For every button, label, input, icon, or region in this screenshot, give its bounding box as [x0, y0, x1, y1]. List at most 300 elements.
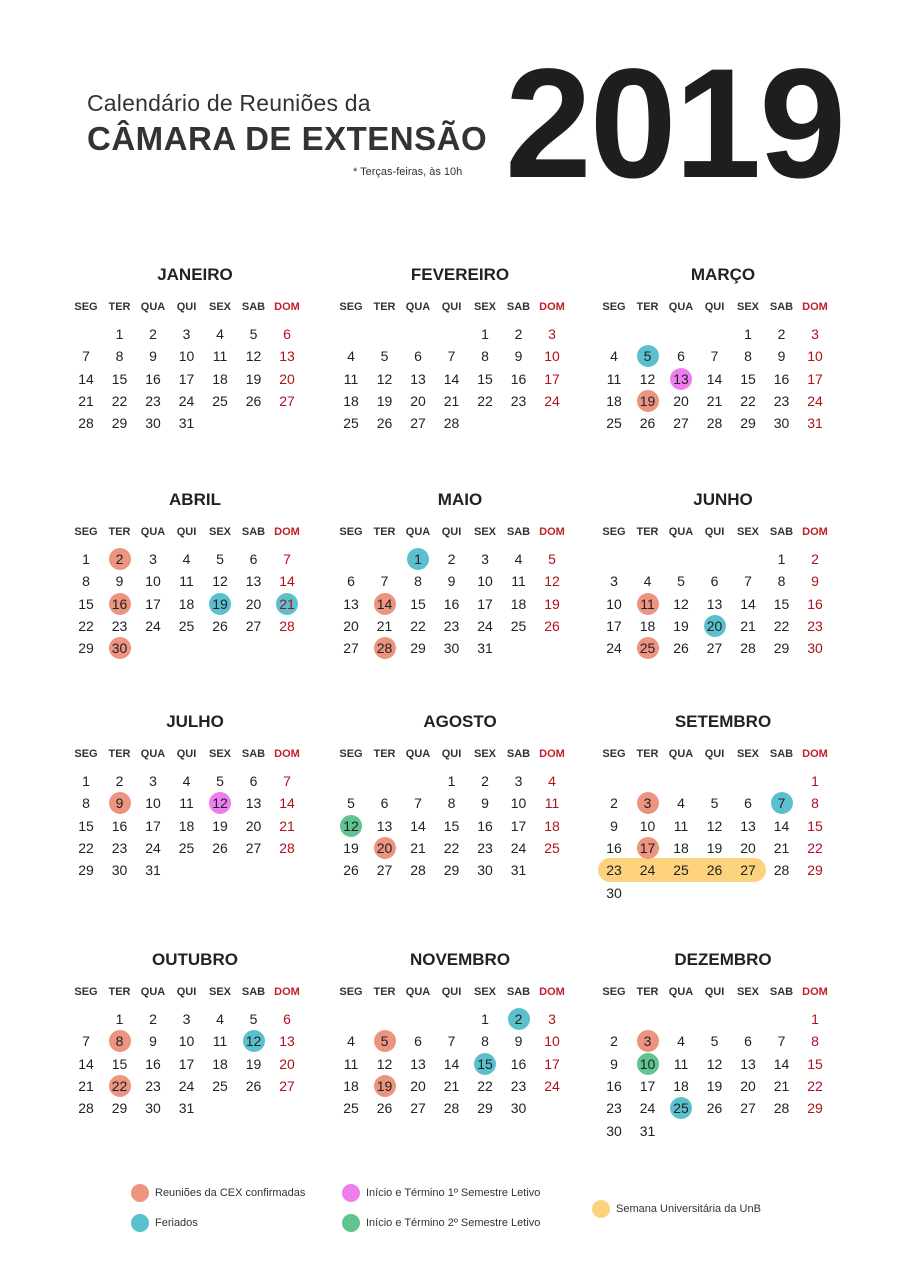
day-number: 2 [514, 1011, 523, 1027]
day-number: 21 [279, 817, 295, 834]
day-number: 14 [740, 595, 756, 612]
day-cell [104, 570, 136, 592]
day-number: 25 [212, 1077, 228, 1094]
day-cell [238, 1075, 270, 1097]
day-cell [632, 792, 664, 814]
day-cell [436, 570, 468, 592]
day-number: 12 [245, 348, 262, 365]
day-cell [665, 792, 697, 814]
day-cell [238, 1053, 270, 1075]
day-number: 31 [145, 862, 161, 879]
day-number: 12 [639, 370, 656, 387]
day-cell [238, 368, 270, 390]
day-cell [503, 815, 535, 837]
day-number: 21 [279, 595, 295, 612]
day-number: 26 [706, 1100, 723, 1117]
day-number: 20 [376, 839, 393, 856]
weekday-label: DOM [274, 748, 300, 760]
weekday-label: SEX [736, 986, 759, 998]
day-number: 14 [279, 795, 295, 812]
day-number: 24 [606, 640, 622, 657]
day-number: 12 [376, 370, 393, 387]
day-cell [238, 390, 270, 412]
day-cell [104, 1097, 136, 1119]
day-number: 4 [677, 795, 685, 812]
day-cell [171, 615, 203, 637]
day-number: 7 [777, 795, 786, 812]
day-cell [699, 570, 731, 592]
day-cell [402, 1030, 434, 1052]
month-name: DEZEMBRO [674, 950, 772, 969]
day-number: 11 [640, 595, 655, 612]
day-number: 29 [807, 862, 823, 879]
day-cell [799, 637, 831, 659]
day-cell [369, 815, 401, 837]
day-number: 29 [111, 1100, 128, 1117]
day-cell [271, 1008, 303, 1030]
day-cell [469, 792, 501, 814]
day-cell [335, 1030, 367, 1052]
day-cell [137, 345, 169, 367]
day-cell [503, 615, 535, 637]
day-number: 22 [410, 617, 426, 634]
month-11 [335, 950, 585, 1150]
day-number: 18 [639, 617, 656, 634]
legend-item-meeting [131, 1184, 305, 1202]
day-number: 5 [216, 773, 224, 789]
month-3 [598, 265, 848, 465]
day-cell [70, 770, 102, 792]
day-number: 27 [376, 862, 393, 879]
weekday-label: TER [108, 526, 131, 538]
weekday-label: TER [373, 748, 396, 760]
month-name: OUTUBRO [152, 950, 238, 969]
day-cell [335, 815, 367, 837]
day-cell [732, 1097, 764, 1119]
day-number: 24 [510, 839, 527, 856]
day-cell [766, 570, 798, 592]
day-number: 16 [807, 595, 823, 612]
day-cell [204, 615, 236, 637]
day-number: 12 [706, 817, 723, 834]
day-cell [598, 1030, 630, 1052]
day-number: 28 [773, 862, 790, 879]
day-number: 10 [544, 348, 560, 365]
day-number: 14 [773, 1055, 790, 1072]
month-5 [335, 490, 585, 690]
day-cell [104, 792, 136, 814]
day-cell [598, 792, 630, 814]
day-cell [766, 323, 798, 345]
day-cell [766, 815, 798, 837]
day-number: 22 [443, 839, 460, 856]
day-cell [369, 593, 401, 615]
day-number: 3 [182, 326, 191, 342]
day-cell [204, 1008, 236, 1030]
day-cell [171, 1097, 203, 1119]
day-cell [766, 1075, 798, 1097]
day-number: 9 [447, 573, 456, 590]
day-cell [137, 412, 169, 434]
weekday-label: SAB [241, 986, 266, 998]
day-cell [436, 792, 468, 814]
day-number: 18 [673, 839, 689, 856]
day-number: 5 [216, 551, 224, 567]
day-number: 11 [343, 370, 359, 387]
weekday-label: SAB [506, 986, 531, 998]
day-number: 16 [111, 817, 128, 834]
day-cell [799, 1008, 831, 1030]
day-cell [469, 390, 501, 412]
day-cell [369, 859, 401, 881]
day-number: 29 [477, 1100, 493, 1117]
day-number: 21 [443, 392, 460, 409]
day-cell [369, 792, 401, 814]
day-cell [70, 859, 102, 881]
day-number: 16 [443, 595, 460, 612]
day-number: 26 [706, 862, 723, 879]
day-cell [766, 412, 798, 434]
day-cell [469, 1053, 501, 1075]
day-cell [335, 570, 367, 592]
day-number: 26 [212, 839, 228, 856]
day-number: 22 [807, 1077, 823, 1094]
day-number: 10 [145, 795, 161, 812]
day-number: 21 [773, 839, 790, 856]
day-number: 6 [380, 795, 389, 812]
day-cell [598, 859, 630, 881]
day-number: 24 [544, 1077, 560, 1094]
day-number: 14 [706, 370, 723, 387]
day-number: 1 [481, 326, 489, 342]
day-cell [171, 815, 203, 837]
day-cell [732, 1053, 764, 1075]
day-number: 1 [811, 1011, 819, 1027]
day-cell [402, 345, 434, 367]
legend-label-meeting: Reuniões da CEX confirmadas [155, 1187, 306, 1199]
day-cell [70, 637, 102, 659]
day-number: 14 [773, 817, 790, 834]
day-number: 8 [82, 573, 90, 590]
day-number: 25 [544, 839, 560, 856]
day-cell [503, 792, 535, 814]
day-cell [335, 859, 367, 881]
day-cell [503, 570, 535, 592]
day-number: 15 [773, 595, 790, 612]
day-number: 23 [510, 1077, 527, 1094]
day-number: 18 [343, 392, 359, 409]
day-number: 17 [510, 817, 527, 834]
day-cell [503, 1097, 535, 1119]
day-number: 16 [510, 1055, 527, 1072]
day-number: 21 [376, 617, 393, 634]
day-number: 2 [777, 326, 786, 342]
day-number: 25 [510, 617, 527, 634]
day-cell [335, 1075, 367, 1097]
day-number: 15 [111, 1055, 128, 1072]
weekday-label: SEG [74, 526, 98, 538]
day-cell [204, 1053, 236, 1075]
day-cell [766, 837, 798, 859]
day-cell [171, 323, 203, 345]
day-number: 30 [145, 415, 161, 432]
day-number: 2 [514, 326, 523, 342]
day-cell [598, 345, 630, 367]
day-cell [238, 837, 270, 859]
weekday-label: SEX [473, 748, 496, 760]
day-number: 20 [343, 617, 359, 634]
day-cell [632, 815, 664, 837]
day-cell [171, 770, 203, 792]
day-number: 8 [777, 573, 786, 590]
day-cell [137, 1053, 169, 1075]
day-number: 28 [279, 839, 295, 856]
day-cell [335, 345, 367, 367]
day-cell [799, 323, 831, 345]
day-cell [766, 1097, 798, 1119]
day-number: 2 [811, 551, 819, 567]
weekday-label: TER [108, 301, 131, 313]
day-cell [70, 570, 102, 592]
day-cell [271, 1030, 303, 1052]
day-cell [335, 1053, 367, 1075]
day-cell [469, 859, 501, 881]
day-cell [436, 815, 468, 837]
month-name: JANEIRO [157, 265, 233, 284]
day-number: 29 [410, 640, 426, 657]
day-cell [402, 412, 434, 434]
day-number: 25 [178, 839, 195, 856]
day-number: 11 [606, 370, 622, 387]
weekday-label: QUA [668, 301, 694, 313]
day-cell [171, 1030, 203, 1052]
weekday-label: QUA [140, 526, 166, 538]
day-number: 28 [443, 1100, 460, 1117]
day-number: 8 [481, 1033, 489, 1050]
weekday-label: SEX [736, 748, 759, 760]
day-cell [70, 412, 102, 434]
day-cell [632, 1097, 664, 1119]
day-number: 9 [514, 348, 523, 365]
day-cell [799, 368, 831, 390]
day-cell [766, 792, 798, 814]
day-number: 10 [639, 817, 656, 834]
day-number: 23 [443, 617, 460, 634]
weekday-label: TER [108, 748, 131, 760]
day-cell [402, 368, 434, 390]
day-number: 5 [347, 795, 355, 812]
legend-dot-meeting [131, 1184, 149, 1202]
month-2 [335, 265, 585, 465]
day-cell [665, 1030, 697, 1052]
day-number: 22 [111, 392, 128, 409]
weekday-label: QUA [668, 526, 694, 538]
weekday-label: QUA [405, 748, 431, 760]
day-cell [70, 345, 102, 367]
day-number: 11 [179, 573, 194, 590]
day-cell [766, 345, 798, 367]
day-number: 26 [245, 392, 262, 409]
day-number: 6 [347, 573, 355, 590]
day-number: 2 [610, 795, 618, 812]
day-number: 27 [279, 1077, 295, 1094]
day-cell [104, 548, 136, 570]
day-cell [137, 615, 169, 637]
day-number: 1 [115, 326, 124, 342]
weekday-label: DOM [802, 748, 828, 760]
day-cell [137, 323, 169, 345]
month-10 [70, 950, 320, 1150]
legend-label-holiday: Feriados [155, 1217, 198, 1229]
day-number: 30 [145, 1100, 161, 1117]
day-cell [536, 323, 568, 345]
day-cell [271, 548, 303, 570]
day-cell [732, 390, 764, 412]
day-cell [104, 1075, 136, 1097]
day-number: 23 [145, 392, 161, 409]
day-cell [503, 770, 535, 792]
day-cell [766, 548, 798, 570]
day-cell [204, 815, 236, 837]
day-cell [436, 1075, 468, 1097]
day-cell [436, 1053, 468, 1075]
day-cell [632, 390, 664, 412]
day-cell [104, 615, 136, 637]
day-cell [536, 1053, 568, 1075]
day-number: 3 [643, 1033, 652, 1050]
day-cell [137, 792, 169, 814]
day-cell [238, 548, 270, 570]
day-number: 13 [343, 595, 359, 612]
day-number: 8 [82, 795, 90, 812]
day-cell [436, 390, 468, 412]
month-name: MAIO [437, 490, 483, 509]
day-number: 5 [710, 1033, 719, 1050]
weekday-label: TER [373, 986, 396, 998]
day-number: 9 [777, 348, 786, 365]
day-cell [171, 837, 203, 859]
day-cell [171, 792, 203, 814]
day-cell [665, 615, 697, 637]
day-cell [503, 345, 535, 367]
weekday-label: SEG [339, 986, 363, 998]
weekday-label: QUI [704, 986, 725, 998]
month-4 [70, 490, 320, 690]
day-cell [70, 390, 102, 412]
day-cell [699, 615, 731, 637]
day-number: 1 [115, 1011, 124, 1027]
day-cell [171, 345, 203, 367]
day-number: 23 [111, 617, 128, 634]
day-cell [766, 1030, 798, 1052]
day-number: 10 [606, 595, 622, 612]
day-number: 3 [481, 551, 489, 567]
day-number: 12 [544, 573, 560, 590]
legend-label-sem1: Início e Término 1º Semestre Letivo [366, 1187, 541, 1199]
day-number: 12 [343, 817, 359, 834]
day-number: 2 [610, 1033, 618, 1050]
month-7 [70, 712, 320, 912]
day-number: 24 [544, 392, 560, 409]
day-number: 14 [78, 370, 94, 387]
day-cell [271, 792, 303, 814]
weekday-label: DOM [802, 301, 828, 313]
day-number: 30 [606, 884, 622, 901]
weekday-label: QUI [441, 526, 462, 538]
day-cell [503, 859, 535, 881]
month-name: MARÇO [690, 265, 756, 284]
day-cell [598, 882, 630, 904]
day-cell [104, 837, 136, 859]
day-cell [436, 615, 468, 637]
day-cell [104, 390, 136, 412]
day-number: 29 [111, 415, 128, 432]
day-number: 8 [115, 1033, 124, 1050]
day-number: 20 [410, 392, 426, 409]
day-number: 3 [182, 1011, 191, 1027]
day-number: 31 [178, 1100, 195, 1117]
day-cell [402, 815, 434, 837]
day-number: 11 [212, 1033, 228, 1050]
weekday-label: SEG [339, 748, 363, 760]
day-cell [699, 1030, 731, 1052]
day-number: 8 [811, 795, 819, 812]
day-cell [402, 1075, 434, 1097]
day-cell [70, 1053, 102, 1075]
day-cell [70, 1030, 102, 1052]
day-number: 11 [673, 817, 689, 834]
day-cell [436, 859, 468, 881]
day-number: 4 [347, 348, 355, 365]
day-cell [335, 368, 367, 390]
day-number: 23 [606, 1100, 622, 1117]
weekday-label: QUA [405, 301, 431, 313]
weekday-label: SAB [769, 748, 794, 760]
day-number: 15 [410, 595, 426, 612]
day-number: 16 [477, 817, 493, 834]
day-number: 9 [610, 1055, 618, 1072]
day-cell [402, 615, 434, 637]
day-number: 7 [283, 773, 291, 789]
day-cell [598, 1053, 630, 1075]
weekday-label: DOM [802, 986, 828, 998]
day-cell [732, 345, 764, 367]
day-cell [402, 570, 434, 592]
day-cell [732, 570, 764, 592]
day-number: 8 [447, 795, 456, 812]
day-cell [799, 1030, 831, 1052]
day-cell [171, 593, 203, 615]
day-cell [732, 323, 764, 345]
weekday-label: SEG [74, 301, 98, 313]
day-number: 6 [414, 348, 422, 365]
day-number: 9 [115, 795, 124, 812]
day-cell [598, 837, 630, 859]
day-number: 19 [376, 1077, 393, 1094]
day-number: 4 [677, 1033, 685, 1050]
day-number: 5 [380, 348, 389, 365]
day-number: 27 [279, 392, 295, 409]
day-number: 21 [443, 1077, 460, 1094]
weekday-label: SEX [208, 986, 231, 998]
day-cell [699, 815, 731, 837]
day-cell [402, 593, 434, 615]
month-name: NOVEMBRO [409, 950, 511, 969]
day-number: 4 [514, 551, 523, 567]
day-cell [271, 1053, 303, 1075]
day-cell [503, 1030, 535, 1052]
day-cell [70, 593, 102, 615]
